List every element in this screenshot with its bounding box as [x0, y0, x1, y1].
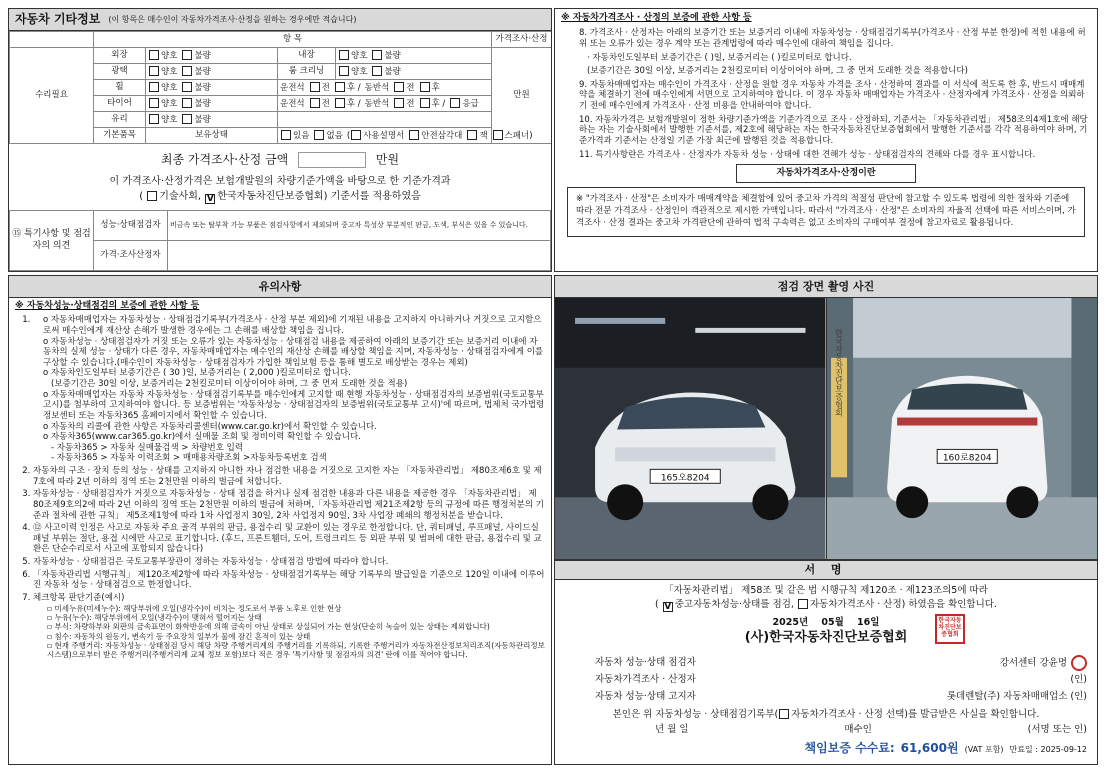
inspector-opinion: 비금속 또는 탈부착 가능 부품은 점검사항에서 제외되며 중고차 특성상 부분적인 판금, 도색, 부식은 있을 수 있습니다. — [168, 211, 551, 241]
wheel-driver-rear-checkbox[interactable] — [335, 82, 345, 92]
tools-options: 있음 없음 ( 사용설명서 안전삼각대 잭 스패너) — [278, 128, 552, 144]
definition-title: 자동차가격조사·산정이란 — [736, 164, 916, 183]
notes-header: 유의사항 — [9, 276, 551, 298]
row-glass: 유리 — [94, 112, 146, 128]
inspection-warranty-title: ※ 자동차성능·상태점검의 보증에 관한 사항 등 — [15, 301, 200, 311]
wheel-passenger-rear-checkbox[interactable] — [420, 82, 430, 92]
gloss-bad-checkbox[interactable] — [182, 66, 192, 76]
wheel-positions: 운전석 전 후 / 동반석 전 후 — [278, 80, 492, 96]
row-own-tools: 보유상태 — [146, 128, 278, 144]
other-info-header — [9, 9, 551, 31]
list-item: 6. 「자동차관리법 시행규칙」 제120조제2항에 따라 자동차성능 · 상태점검기록부는 해당 기록부의 발급일을 기준으로 120일 이내에 이루어진 자동차 성능 · 상태점검으로 한정합니다. — [33, 570, 545, 591]
engineer-checkbox[interactable] — [147, 191, 157, 201]
photos-and-signature-section — [554, 275, 1098, 765]
vat-note: (VAT 포함) — [964, 744, 1004, 754]
org-name: (사)한국자동차진단보증협회 한국자동차진단보증협회 — [565, 630, 1087, 646]
tire-driver-front-checkbox[interactable] — [310, 98, 320, 108]
inspector-label: 성능·상태점검자 — [94, 211, 168, 241]
definition-text: ※ "가격조사 · 산정"은 소비자가 매매계약을 체결함에 있어 중고차 가격의 적절성 판단에 참고할 수 있도록 법령에 의한 절차와 기준에 따라 전문 가격조사 · 산정인이 객관적으로 제시한 가액입니다. 따라서 "가격조사 · 산정"은 소비자의 자율적 선택에 따른 서비스이며, 가격조사 · 산정 결과는 중고차 가격판단에 관하여 법적 구속력은 없고 소비자의 구매여부 결정에 참고자료로 활용됩니다. — [567, 187, 1085, 237]
list-item: 4. ⑫ 사고이력 인정은 사고로 자동차 주요 골격 부위의 판금, 용접수리 및 교환이 있는 경우로 한정합니다. 단, 쿼터패널, 루프패널, 사이드실패널 부위는 절단, 용접 시에만 사고로 표기합니다. (후드, 프론트휀더, 도어, 트렁크리드 등 외판 부위 및 범퍼에 대한 판금, 용접수리 및 교환은 단순수리로서 사고에 포함되지 않습니다) — [33, 523, 545, 555]
row-wheel: 휠 — [94, 80, 146, 96]
tire-positions: 운전석 전 후 / 동반석 전 후 / 응급 — [278, 96, 492, 112]
basic-items-label: 기본품목 — [94, 128, 146, 144]
vehicle-other-info-section — [8, 8, 552, 272]
inspection-photos — [555, 298, 1097, 560]
front-photo — [555, 298, 827, 559]
room-bad-checkbox[interactable] — [372, 66, 382, 76]
final-price-line — [9, 152, 551, 168]
tire-good-checkbox[interactable] — [149, 98, 159, 108]
notes-section — [8, 275, 552, 765]
special-notes-label: ⑮ 특기사항 및 점검자의 의견 — [10, 211, 94, 271]
list-item: o 1. 자동차매매업자는 자동차성능 · 상태점검기록부(가격조사 · 산정 부분 제외)에 기재된 내용을 고지하지 아니하거나 거짓으로 고지함으로써 매수인에게 재산상 손해가 발생한 경우에는 그 손해를 배상할 책임을 집니다. o 자동차성능 · 상태점검자가 거짓 또는 오류가 있는 자동차성능 · 상태점검 내용을 제공하여 아래의 보증기간 또는 보증거리 이내에 자동차의 실제 성능 · 상태가 다른 경우, 자동차매매업자는 매수인의 재산상 손해를 배상할 책임을 지며, 자동차성능 · 상태점검자에게 이를 구상할 수 있습니다.(매수인이 자동차성능 · 상태점검자가 가입한 책임보험 등을 통해 별도로 배상받는 경우는 제외) o 자동차인도일부터 보증기간은 ( 30 )일, 보증거리는 ( 2,000 )킬로미터로 합니다. (보증기간은 30일 이상, 보증거리는 2천킬로미터 이상이어야 하며, 그 중 먼저 도래한 것을 적용) o 자동차매매업자는 자동차 자동차성능 · 상태점검기록부를 매수인에게 고지할 때 현행 자동차성능 · 상태점검자의 보증범위(국토교통부 고시)를 첨부하여 고지하여야 합니다. 등 보증범위는 '자동차성능 · 상태점검자의 보증범위(국토교통부 고시)'에 따르며, 법제처 국가법령정보센터 또는 자동차365 홈페이지에서 확인할 수 있습니다. o 자동차의 리콜에 관한 사항은 자동차리콜센터(www.car.go.kr)에서 확인할 수 있습니다. o 자동차365(www.car365.go.kr)에서 실매물 조회 및 정비이력 확인할 수 있습니다. - 자동차365 > 자동차 실매물검색 > 차량번호 입력 - 자동차365 > 자동차 이력조회 > 매매용차량조회 >자동차등록번호 검색 — [33, 315, 545, 464]
rear-plate-text: 160로8204 — [942, 453, 992, 464]
triangle-checkbox[interactable] — [409, 130, 419, 140]
list-item: 10. 자동차가격은 보험개발원이 정한 차량기준가액을 기준가격으로 조사 · 산정하되, 기준서는 「자동차관리법」 제58조의4제1호에 해당하는 자는 기술사회에서 발행한 기준서를, 제2호에 해당하는 자는 한국자동차진단보증협회에서 발행한 기준서를 각각 적용하여야 하며, 기준가격과 기준서는 산정일 기준 가장 최근에 발행된 것을 적용합니다. — [579, 114, 1088, 146]
fee-value: 61,600원 — [900, 740, 959, 755]
list-item: 11. 특기사항란은 가격조사 · 산정자가 자동차 성능 · 상태에 대한 견해가 성능 · 상태점검자의 견해와 다를 경우 표시합니다. — [579, 149, 1036, 160]
used-car-inspection-checkbox[interactable]: V — [664, 602, 672, 613]
exterior-good-checkbox[interactable] — [149, 50, 159, 60]
list-item: · 자동차인도일부터 보증기간은 ( )일, 보증거리는 ( )킬로미터로 합니다. — [587, 52, 852, 63]
price-basis: 이 가격조사·산정가격은 보험개발원의 차량기준가액을 바탕으로 한 기준가격과 ( 기술사회, V 한국자동차진단보증협회) 기준서를 적용하였음 — [109, 176, 451, 204]
fee-label: 책임보증 수수료: — [804, 740, 895, 755]
expiry-date: 만료일 : 2025-09-12 — [1009, 744, 1087, 754]
room-good-checkbox[interactable] — [339, 66, 349, 76]
glass-bad-checkbox[interactable] — [182, 114, 192, 124]
gloss-good-checkbox[interactable] — [149, 66, 159, 76]
jack-checkbox[interactable] — [467, 130, 477, 140]
wheel-passenger-front-checkbox[interactable] — [394, 82, 404, 92]
front-plate-text: 165오8204 — [660, 473, 710, 484]
signer-row: 자동차가격조사 · 산정자 (인) — [595, 674, 1087, 686]
other-info-subtitle: (이 항목은 매수인이 자동차가격조사·산정을 원하는 경우에만 적습니다) — [108, 14, 357, 24]
tire-bad-checkbox[interactable] — [182, 98, 192, 108]
sign-date: 2025년 05월 16일 — [772, 616, 880, 628]
assessor-opinion[interactable] — [168, 241, 551, 271]
fee-line — [565, 741, 1087, 756]
tire-passenger-rear-checkbox[interactable] — [420, 98, 430, 108]
final-price-unit: 만원 — [375, 152, 400, 167]
col-price-header: 가격조사·산정 — [492, 32, 552, 48]
notes-list — [15, 315, 545, 660]
list-item: 5. 자동차성능 · 상태점검은 국토교통부장관이 정하는 자동차성능 · 상태점검 방법에 따라야 합니다. — [33, 557, 545, 568]
assessor-label: 가격·조사산정자 — [94, 241, 168, 271]
price-warranty-list — [561, 28, 1091, 160]
list-item: 3. 자동차성능 · 상태점검자가 거짓으로 자동차성능 · 상태 점검을 하거나 실제 점검한 내용과 다른 내용을 제공한 경우 「자동차관리법」 제80조제9호의2에 따라 2년 이하의 징역 또는 2천만원 이하의 벌금에 처하며,「자동차관리법 제21조제2항 등의 규정에 따른 행정처분의 기준과 절차에 관한 규칙」 제5조제1항에 따라 1차 사업정지 30일, 2차 사업정지 90일, 3차 사업장 폐쇄의 행정처분을 받습니다. — [33, 489, 545, 521]
interior-options: 양호 불량 — [336, 48, 492, 64]
col-item-header: 항 목 — [94, 32, 492, 48]
spanner-checkbox[interactable] — [493, 130, 503, 140]
receipt-price-checkbox[interactable] — [779, 709, 789, 719]
price-value: 만원 — [492, 48, 552, 144]
exterior-options: 양호 불량 — [146, 48, 278, 64]
front-car-image — [555, 298, 826, 559]
rear-car-image — [827, 298, 1098, 559]
org-seal: 한국자동차진단보증협회 — [935, 614, 965, 644]
buyer-row: 년 월 일 매수인 (서명 또는 인) — [655, 724, 1087, 736]
final-price-label: 최종 가격조사·산정 금액 — [160, 152, 289, 167]
list-item: 9. 자동차매매업자는 매수인이 가격조사 · 산정을 원할 경우 자동차 가격을 조사 · 산정하여 결과를 이 서식에 적도록 한 후, 반드시 매매계약을 체결하기 전에 매수인에게 서면으로 고지하여야 합니다. 이 경우 자동차 매매업자는 가격조사 · 산정자에게 가격조사 · 산정을 의뢰하기 전에 매수인에게 가격조사 · 산정 비용을 안내하여야 합니다. — [579, 79, 1085, 111]
wheel-good-checkbox[interactable] — [149, 82, 159, 92]
tire-driver-rear-checkbox[interactable] — [335, 98, 345, 108]
interior-good-checkbox[interactable] — [339, 50, 349, 60]
signer-rows — [565, 655, 1087, 706]
wheel-bad-checkbox[interactable] — [182, 82, 192, 92]
list-item: 8. 가격조사 · 산정자는 아래의 보증기간 또는 보증거리 이내에 자동차성능 · 상태점검기록부(가격조사 · 산정 부분 한정)에 적힌 내용에 허위 또는 오류가 있는 경우 계약 또는 관계법령에 따라 매수인에 대하여 책임을 집니다. — [579, 28, 1086, 49]
list-item: (보증기간은 30일 이상, 보증거리는 2천킬로미터 이상이어야 하며, 그 중 먼저 도래한 것을 적용합니다) — [587, 66, 968, 77]
special-notes-table — [9, 210, 551, 271]
signer-row: 자동차 성능·상태 고지자 롯데렌탈(주) 자동차매매업소 (인) — [595, 691, 1087, 703]
signature-body — [555, 580, 1097, 760]
other-info-title: 자동차 기타정보 — [15, 12, 101, 26]
row-exterior: 외장 — [94, 48, 146, 64]
booth-label: 한국자동차진단보증협회 — [834, 328, 844, 417]
glass-good-checkbox[interactable] — [149, 114, 159, 124]
row-gloss: 광택 — [94, 64, 146, 80]
row-tire: 타이어 — [94, 96, 146, 112]
rear-photo — [827, 298, 1098, 559]
price-assessment-warranty-section — [554, 8, 1098, 272]
row-room-cleaning: 룸 크리닝 — [278, 64, 336, 80]
tools-none-checkbox[interactable] — [314, 130, 324, 140]
exterior-bad-checkbox[interactable] — [182, 50, 192, 60]
repair-label: 수리필요 — [10, 48, 94, 144]
final-price-input[interactable] — [298, 152, 366, 168]
row-interior: 내장 — [278, 48, 336, 64]
price-assessment-checkbox[interactable] — [798, 599, 808, 609]
law-line: 「자동차관리법」 제58조 및 같은 법 시행규칙 제120조 · 제123조의5에 따라 — [664, 585, 988, 596]
confirm-line: ( V 중고자동차성능·상태를 점검, 자동차가격조사 · 산정) 하였음을 확인합니다. — [655, 599, 997, 613]
signer-row: 자동차 성능·상태 점검자 강서센터 강윤명 — [565, 655, 1087, 672]
association-checkbox[interactable]: V — [206, 194, 214, 204]
other-info-table: 항 목 가격조사·산정 수리필요 외장 양호 불량 내장 양호 불량 만원 광택 양호 불량 룸 크리닝 양호 불량 휠 양호 불량 운전석 전 후 / 동반석 전 후 타이어 양호 불량 운전석 전 후 / 동반석 전 후 / 응급 유리 양호 불량 기본품목 보유상태 있음 없음 ( 사용설명서 안전삼각대 잭 스패너) — [9, 31, 552, 144]
list-item: 2. 자동차의 구조 · 장치 등의 성능 · 상태를 고지하지 아니한 자나 점검한 내용을 거짓으로 고지한 자는 「자동차관리법」 제80조제6호 및 제7호에 따라 2년 이하의 징역 또는 2천만원 이하의 벌금에 처합니다. — [33, 466, 545, 487]
manual-checkbox[interactable] — [351, 130, 361, 140]
list-item: 7. 체크항목 판단기준(예시) ▫ 미세누유(미세누수): 해당부위에 오일(냉각수)이 비치는 정도로서 부품 노후로 인한 현상 ▫ 누유(누수): 해당부위에서 오일(냉각수)이 맺혀서 떨어지는 상태 ▫ 부식: 차량하부와 외판의 금속표면이 화학반응에 의해 금속이 아닌 상태로 상실되어 가는 현상(단순히 녹슬어 있는 상태는 제외합니다) ▫ 침수: 자동차의 원동기, 변속기 등 주요장치 일부가 물에 잠긴 흔적이 있는 상태 ▫ 현재 주행거리: 자동차성능 · 상태점검 당시 해당 차량 주행거리계의 주행거리를 기록하되, 기록한 주행거리가 자동차전산정보처리조직(자동차관리정보시스템)으로부터 받은 주행거리(주행거리계 교체 정보 포함)보다 적은 경우 '특기사항 및 점검자의 의견' 란에 이를 적어야 합니다. — [33, 593, 545, 660]
tire-emergency-checkbox[interactable] — [450, 98, 460, 108]
receipt-line: 본인은 위 자동차성능 · 상태점검기록부( 자동차가격조사 · 산정 선택)를 발급받은 사실을 확인합니다. — [612, 708, 1040, 720]
interior-bad-checkbox[interactable] — [372, 50, 382, 60]
signature-header: 서 명 — [555, 560, 1097, 580]
tools-have-checkbox[interactable] — [281, 130, 291, 140]
price-warranty-title: ※ 자동차가격조사 · 산정의 보증에 관한 사항 등 — [561, 13, 752, 23]
wheel-driver-front-checkbox[interactable] — [310, 82, 320, 92]
photos-header: 점검 장면 촬영 사진 — [555, 276, 1097, 298]
inspector-seal — [1071, 655, 1087, 671]
tire-passenger-front-checkbox[interactable] — [394, 98, 404, 108]
